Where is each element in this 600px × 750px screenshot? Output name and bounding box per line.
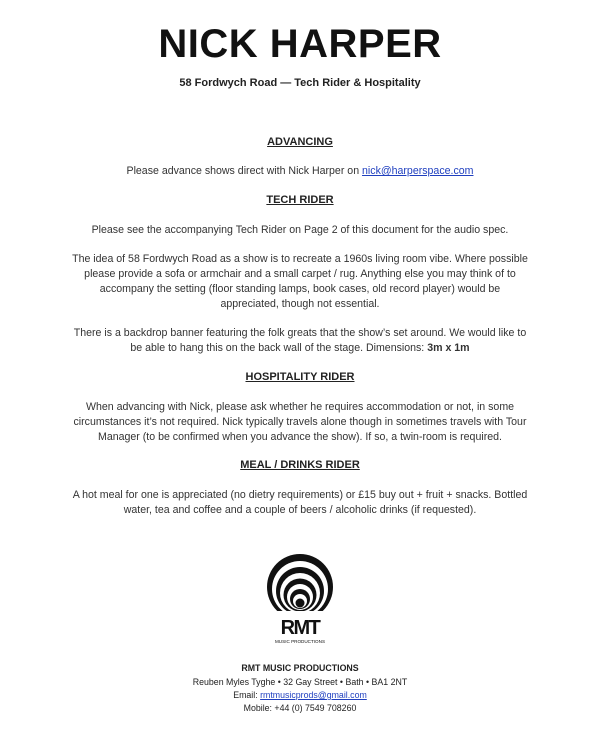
rmt-logo — [265, 553, 335, 647]
backdrop-dimensions: 3m x 1m — [427, 342, 470, 354]
document-title: NICK HARPER — [158, 22, 442, 66]
footer-email-line — [0, 689, 600, 702]
footer-company: RMT MUSIC PRODUCTIONS — [241, 663, 359, 673]
logo-tagline: MUSIC PRODUCTIONS — [274, 639, 326, 644]
tech-rider-paragraph-2: The idea of 58 Fordwych Road as a show is to recreate a 1960s living room vibe. Where possible please provide a sofa or armchair and a small carpet / rug. Anything else you may think of to accompany the setting (floor standing lamps, book cases, old record player) would be appreciated, though not essential. — [72, 253, 528, 310]
footer-address: Reuben Myles Tyghe • 32 Gay Street • Bath • BA1 2NT — [192, 677, 408, 687]
tech-rider-paragraph-1: Please see the accompanying Tech Rider on Page 2 of this document for the audio spec. — [91, 224, 509, 236]
heading-tech-rider: TECH RIDER — [266, 194, 334, 206]
footer-mobile: Mobile: +44 (0) 7549 708260 — [243, 703, 357, 713]
advancing-paragraph — [70, 164, 530, 179]
footer-email-label: Email: — [233, 690, 261, 700]
hospitality-paragraph: When advancing with Nick, please ask whether he requires accommodation or not, in some circumstances it’s not required. Nick typically travels alone though in sometimes travels with Tour Manager (to be confirmed when you advance the show). If so, a twin-room is required. — [73, 401, 527, 443]
artist-email-link[interactable]: nick@harperspace.com — [362, 165, 474, 177]
logo-wordmark: RMT — [280, 617, 320, 639]
tech-rider-paragraph-3 — [70, 326, 530, 356]
concentric-arcs-icon — [267, 554, 333, 620]
heading-advancing: ADVANCING — [267, 136, 333, 148]
meal-paragraph: A hot meal for one is appreciated (no dietry requirements) or £15 buy out + fruit + snacks. Bottled water, tea and coffee and a couple of beers / alcoholic drinks (if requested). — [72, 489, 528, 516]
document-subtitle: 58 Fordwych Road — Tech Rider & Hospitality — [179, 77, 421, 89]
heading-meal-drinks-rider: MEAL / DRINKS RIDER — [240, 459, 360, 471]
advancing-text: Please advance shows direct with Nick Harper on — [126, 165, 363, 177]
heading-hospitality-rider: HOSPITALITY RIDER — [245, 371, 355, 383]
footer-email-link[interactable]: rmtmusicprods@gmail.com — [260, 690, 367, 700]
backdrop-text: There is a backdrop banner featuring the folk greats that the show’s set around. We would like to be able to hang this on the back wall of the stage. Dimensions: — [73, 327, 527, 354]
